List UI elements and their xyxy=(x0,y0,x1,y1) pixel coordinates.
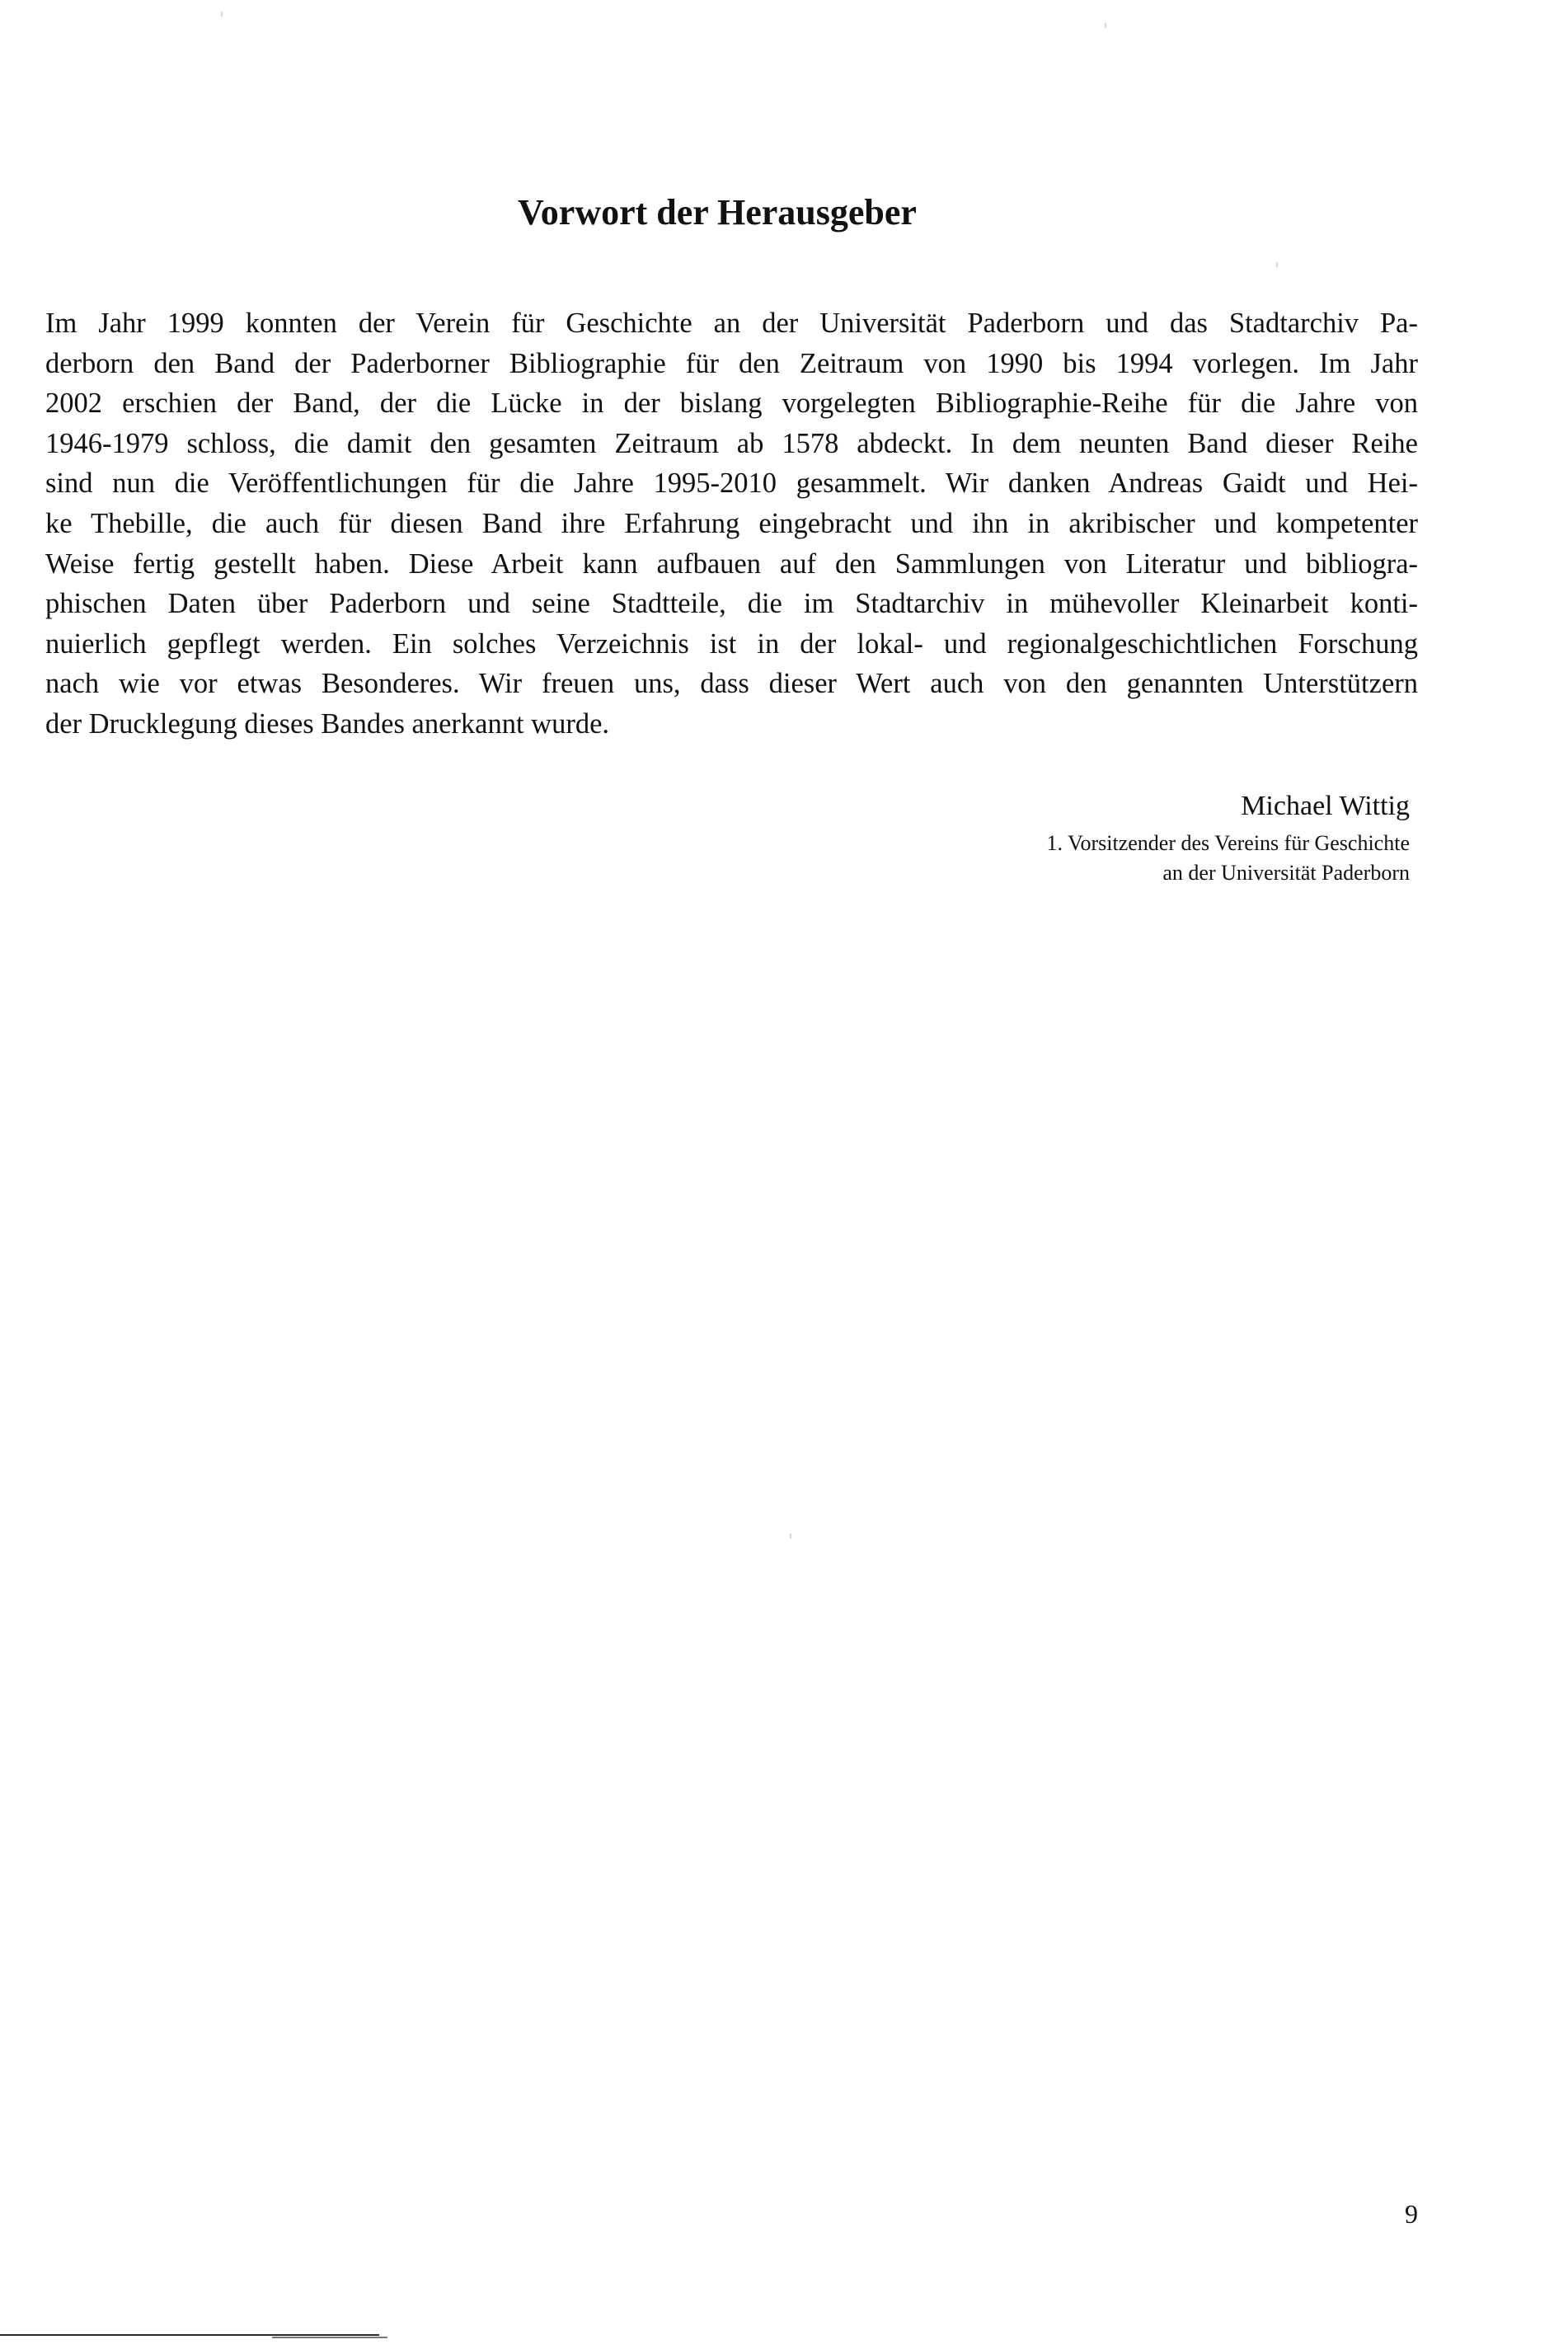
paragraph-line: der Drucklegung dieses Bandes anerkannt wurde. xyxy=(45,707,610,740)
signature-block xyxy=(824,787,1410,888)
paragraph-line: derborn den Band der Paderborner Bibliographie für den Zeitraum von 1990 bis 1994 vorlegen. Im Jahr xyxy=(45,347,1418,379)
scan-edge-line-secondary xyxy=(272,2337,387,2338)
page-number: 9 xyxy=(1405,2199,1418,2229)
paragraph-line: sind nun die Veröffentlichungen für die Jahre 1995-2010 gesammelt. Wir danken Andreas Gaidt und Hei- xyxy=(45,467,1418,500)
scan-edge-line xyxy=(0,2334,379,2336)
signatory-role-line-1: 1. Vorsitzender des Vereins für Geschichte xyxy=(1046,831,1410,855)
scan-speck xyxy=(1105,23,1106,28)
scan-speck xyxy=(1276,262,1278,267)
foreword-paragraph xyxy=(45,303,1418,745)
paragraph-line: nuierlich gepflegt werden. Ein solches Verzeichnis ist in der lokal- und regionalgeschichtlichen Forschung xyxy=(45,627,1418,660)
scan-speck xyxy=(221,12,223,16)
paragraph-line: nach wie vor etwas Besonderes. Wir freuen uns, dass dieser Wert auch von den genannten Unterstützern xyxy=(45,668,1418,700)
paragraph-line: ke Thebille, die auch für diesen Band ihre Erfahrung eingebracht und ihn in akribischer und kompetenter xyxy=(45,507,1418,539)
scan-speck xyxy=(790,1534,791,1539)
paragraph-line: phischen Daten über Paderborn und seine Stadtteile, die im Stadtarchiv in mühevoller Kleinarbeit konti- xyxy=(45,588,1418,620)
paragraph-line: 2002 erschien der Band, der die Lücke in der bislang vorgelegten Bibliographie-Reihe für die Jahre von xyxy=(45,388,1418,420)
page-title: Vorwort der Herausgeber xyxy=(518,192,917,233)
signatory-role-line-2: an der Universität Paderborn xyxy=(1162,861,1410,885)
signatory-name: Michael Wittig xyxy=(1241,791,1410,821)
paragraph-line: 1946-1979 schloss, die damit den gesamten Zeitraum ab 1578 abdeckt. In dem neunten Band dieser Reihe xyxy=(45,427,1418,459)
paragraph-line: Weise fertig gestellt haben. Diese Arbeit kann aufbauen auf den Sammlungen von Literatur und bibliogra- xyxy=(45,547,1418,580)
paragraph-line: Im Jahr 1999 konnten der Verein für Geschichte an der Universität Paderborn und das Stadtarchiv Pa- xyxy=(45,308,1418,339)
